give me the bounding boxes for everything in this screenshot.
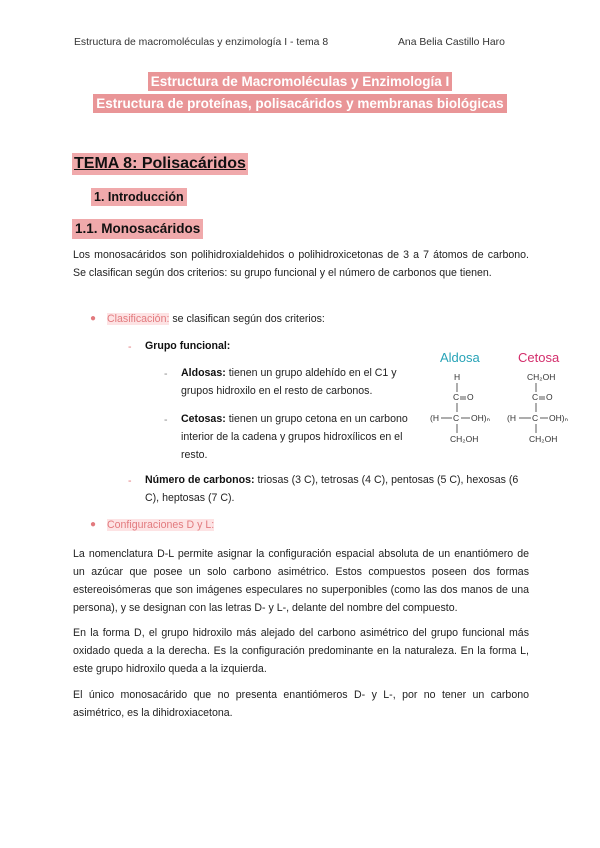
cetosas-text: tienen un grupo cetona en un carbono interior de la cadena y grupos hidroxílicos en el resto. xyxy=(181,413,408,461)
dash-aldosas: - xyxy=(164,368,168,380)
dash-cetosas: - xyxy=(164,414,168,426)
aldosa-label: Aldosa xyxy=(440,350,480,365)
paragraph-forma-d: En la forma D, el grupo hidroxilo más alejado del carbono asimétrico del grupo funcional más oxidado queda a la derecha. Es la configuración predominante en la naturaleza. En la forma L, este grupo hidroxilo queda a la izquierda. xyxy=(73,627,529,675)
svg-text:C: C xyxy=(532,392,539,402)
clasificacion-label: Clasificación: xyxy=(107,313,170,325)
svg-text:OH)ₙ: OH)ₙ xyxy=(471,413,490,423)
svg-text:CH₂OH: CH₂OH xyxy=(527,372,556,382)
svg-text:H: H xyxy=(454,372,461,382)
cetosas-item xyxy=(181,410,423,464)
cetosas-label: Cetosas: xyxy=(181,413,226,425)
document-titles xyxy=(0,72,600,116)
grupo-funcional-label: Grupo funcional: xyxy=(145,340,231,352)
aldosas-label: Aldosas: xyxy=(181,367,226,379)
heading-tema: TEMA 8: Polisacáridos xyxy=(72,153,248,175)
numero-carbonos-item xyxy=(145,471,529,507)
heading-monosacaridos: 1.1. Monosacáridos xyxy=(72,219,203,239)
bullet-dot: ● xyxy=(90,313,97,324)
clasificacion-text: se clasifican según dos criterios: xyxy=(169,313,325,325)
svg-text:C: C xyxy=(453,392,460,402)
bullet-configuraciones xyxy=(90,516,490,534)
svg-text:(H: (H xyxy=(430,413,439,423)
dash-grupo: - xyxy=(128,341,132,353)
aldosas-item xyxy=(181,364,421,400)
dash-numero: - xyxy=(128,475,132,487)
paragraph-nomenclatura: La nomenclatura D-L permite asignar la configuración espacial absoluta de un enantiómero de un azúcar que posee un solo carbono asimétrico. Estos compuestos poseen dos formas estereoisómeras que son imágenes especulares no superponibles (como las dos manos de una persona), y se designan con las letras D- y L-, delante del nombre del compuesto. xyxy=(73,548,529,614)
header-author: Ana Belia Castillo Haro xyxy=(398,37,505,48)
paragraph-dihidroxiacetona: El único monosacárido que no presenta enantiómeros D- y L-, por no tener un carbono asimétrico, es la dihidroxiacetona. xyxy=(73,689,529,719)
title-line-2: Estructura de proteínas, polisacáridos y membranas biológicas xyxy=(93,94,506,113)
configuraciones-label: Configuraciones D y L: xyxy=(107,519,215,531)
cetosa-label: Cetosa xyxy=(518,350,560,365)
heading-introduccion: 1. Introducción xyxy=(91,188,187,206)
svg-text:(H: (H xyxy=(507,413,516,423)
svg-text:C: C xyxy=(453,413,460,423)
svg-text:OH)ₙ: OH)ₙ xyxy=(549,413,568,423)
bullet-clasificacion xyxy=(90,310,490,328)
numero-label: Número de carbonos: xyxy=(145,474,255,486)
bullet-dot: ● xyxy=(90,519,97,530)
svg-text:O: O xyxy=(546,392,553,402)
svg-text:O: O xyxy=(467,392,474,402)
svg-text:C: C xyxy=(532,413,539,423)
structure-drawing xyxy=(426,346,566,456)
title-line-1: Estructura de Macromoléculas y Enzimología I xyxy=(148,72,453,91)
header-course: Estructura de macromoléculas y enzimología I - tema 8 xyxy=(74,37,329,48)
aldosas-text: tienen un grupo aldehído en el C1 y grupos hidroxilo en el resto de carbonos. xyxy=(181,367,397,397)
svg-text:CH₂OH: CH₂OH xyxy=(450,434,479,444)
aldosa-cetosa-figure xyxy=(426,346,566,456)
numero-text: triosas (3 C), tetrosas (4 C), pentosas (5 C), hexosas (6 C), heptosas (7 C). xyxy=(145,474,519,504)
svg-text:CH₂OH: CH₂OH xyxy=(529,434,558,444)
intro-paragraph: Los monosacáridos son polihidroxialdehidos o polihidroxicetonas de 3 a 7 átomos de carbono. Se clasifican según dos criterios: su grupo funcional y el número de carbonos que tienen. xyxy=(73,249,529,279)
